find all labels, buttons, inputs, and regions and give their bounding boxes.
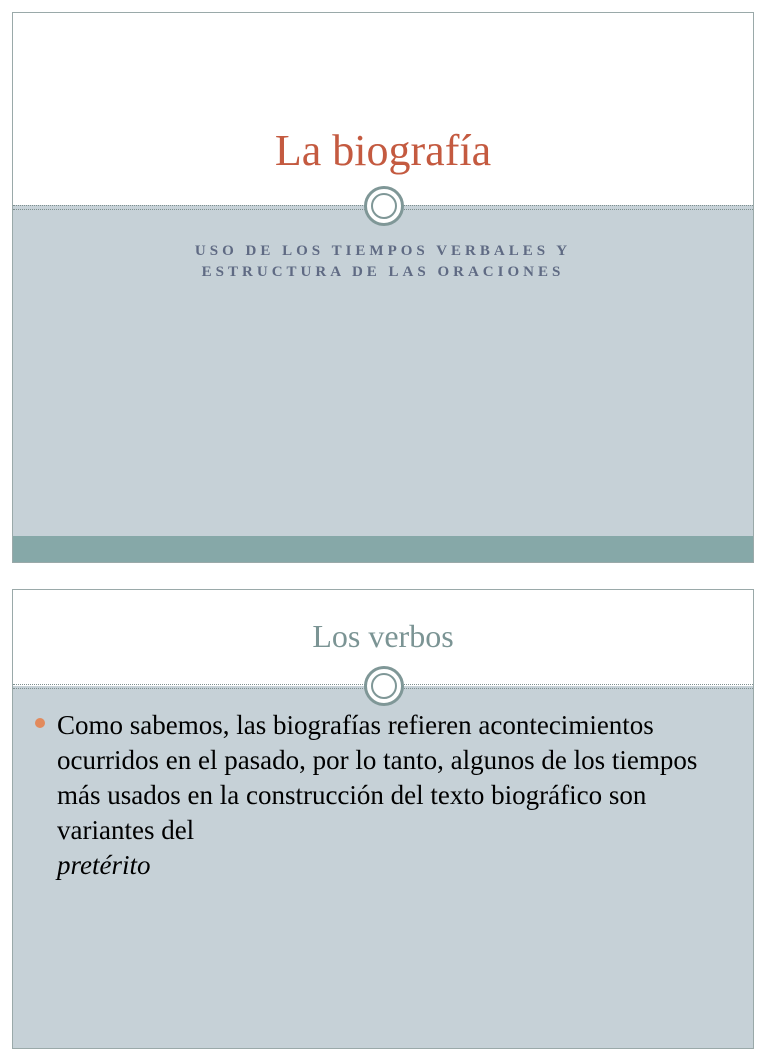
slide-verbs-title: Los verbos (312, 618, 454, 654)
bullet-item (33, 708, 733, 883)
slide-title (12, 12, 754, 563)
slide-verbs (12, 589, 754, 1049)
slide-subtitle (13, 241, 753, 283)
ring-ornament-icon (364, 186, 404, 226)
bullet-emphasis: pretérito (57, 850, 151, 880)
slide-title-text: La biografía (274, 126, 492, 175)
subtitle-line: USO DE LOS TIEMPOS VERBALES Y (194, 243, 572, 259)
ring-ornament-icon (364, 666, 404, 706)
slide-footer-bar (13, 536, 753, 562)
subtitle-line: ESTRUCTURA DE LAS ORACIONES (201, 264, 565, 280)
bullet-body: Como sabemos, las biografías refieren acontecimientos ocurridos en el pasado, por lo tanto, algunos de los tiempos más usados en la construcción del texto biográfico son variantes del (57, 710, 698, 845)
bullet-dot-icon (35, 718, 45, 728)
bullet-text (57, 708, 733, 883)
